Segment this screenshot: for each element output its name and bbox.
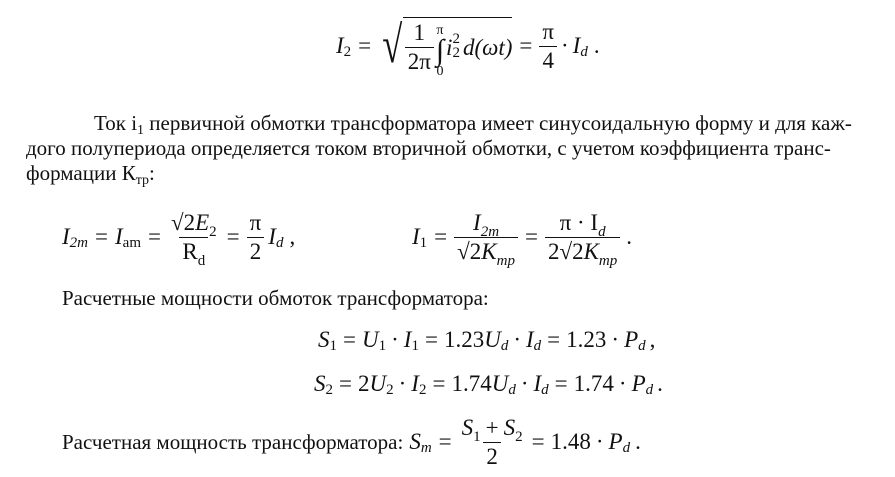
para3-text: Расчетная мощность трансформатора: bbox=[62, 429, 404, 454]
eq2-i2m-sub: 2m bbox=[69, 234, 89, 251]
eq4-id-sub: d bbox=[541, 381, 549, 398]
paragraph-transformer-power bbox=[62, 412, 641, 472]
eq2-fraction-pi-id-over-k bbox=[545, 209, 620, 269]
eq1-lhs-sub: 2 bbox=[343, 43, 352, 60]
eq1-rhs-sub: d bbox=[580, 43, 588, 60]
eq5-e1: = bbox=[438, 429, 452, 454]
eq1-int-upper: π bbox=[436, 22, 444, 38]
eq3-i: I bbox=[403, 327, 412, 352]
eq5-p: P bbox=[608, 429, 623, 454]
eq2-equals-c: = bbox=[226, 224, 240, 249]
eq4-u-sub: 2 bbox=[386, 381, 394, 398]
eq4-dot2: · bbox=[520, 371, 529, 396]
eq5-end: . bbox=[635, 429, 641, 454]
eq2-iam-sub: am bbox=[122, 234, 141, 251]
eq1-radicand bbox=[403, 17, 513, 79]
eq3-s-sub: 1 bbox=[329, 337, 337, 354]
eq1-f2-num: π bbox=[542, 18, 554, 44]
eq1-f2-den: 4 bbox=[539, 46, 557, 74]
eq4-e2: = bbox=[432, 371, 446, 396]
eq1-fraction-pi-over-4 bbox=[539, 19, 557, 74]
eq5-p-sub: d bbox=[622, 439, 631, 456]
eq4-ud-sub: d bbox=[508, 381, 516, 398]
eq1-f1-den: 2π bbox=[405, 47, 434, 75]
para1-line1-rest: первичной обмотки трансформатора имеет синусоидальную форму и для каж- bbox=[144, 111, 852, 135]
eq2-f-den: R bbox=[182, 238, 198, 264]
eq3-p-sub: d bbox=[638, 337, 646, 354]
equation-i2m bbox=[62, 204, 295, 270]
eq5-num-s1-sub: 1 bbox=[473, 428, 481, 445]
eq2-pi-num: π bbox=[249, 209, 262, 235]
eq3-dot2: · bbox=[513, 327, 521, 352]
eq2-g-num-sub: 2m bbox=[480, 223, 500, 240]
eq5-fraction-sum bbox=[459, 415, 526, 470]
eq3-coef: 1.23 bbox=[443, 327, 485, 352]
eq1-dot: · bbox=[561, 33, 569, 58]
eq4-i-sub: 2 bbox=[418, 381, 427, 398]
eq5-plus: + bbox=[485, 414, 499, 440]
eq1-differential: d(ωt) bbox=[462, 34, 513, 60]
eq1-integral bbox=[436, 24, 444, 80]
para1-line3-sub: тр bbox=[135, 173, 150, 188]
eq3-coef2: 1.23 bbox=[566, 327, 607, 352]
eq2-equals-a: = bbox=[95, 224, 108, 249]
eq4-e3: = bbox=[554, 371, 568, 396]
eq2-f-den-sub: d bbox=[197, 252, 206, 269]
eq2-h-num-sub: d bbox=[598, 223, 606, 240]
eq4-ud: U bbox=[491, 371, 509, 396]
para1-line3-end: : bbox=[149, 161, 155, 185]
para1-line1-sub: 1 bbox=[137, 123, 145, 138]
eq2-fraction-pi-over-2 bbox=[247, 210, 265, 265]
eq5-num-s1: S bbox=[461, 414, 474, 440]
eq2-pi-den: 2 bbox=[247, 237, 265, 265]
eq2-i1-sub: 1 bbox=[419, 234, 428, 251]
eq1-integrand-sub: 2 bbox=[452, 44, 460, 61]
eq3-ud-sub: d bbox=[500, 337, 509, 354]
eq4-p-sub: d bbox=[645, 381, 654, 398]
eq1-equals-2: = bbox=[519, 33, 533, 58]
eq2-h-den-k: K bbox=[583, 238, 599, 264]
eq1-int-sign: ∫ bbox=[435, 33, 445, 67]
eq4-dot3: · bbox=[618, 371, 627, 396]
para1-line1: Ток i bbox=[94, 111, 138, 135]
eq5-num-s2-sub: 2 bbox=[515, 428, 523, 445]
eq2-h-num: π · I bbox=[559, 209, 599, 235]
eq2-i2m-var: I bbox=[62, 224, 70, 249]
equation-sm bbox=[409, 415, 641, 470]
eq2-f-num-e-sub: 2 bbox=[209, 223, 217, 240]
eq3-u: U bbox=[361, 327, 379, 352]
eq3-id: I bbox=[525, 327, 534, 352]
eq2-g-den-k: K bbox=[481, 238, 497, 264]
equation-i2-rms bbox=[336, 6, 600, 86]
eq2-h-den-pre: 2√2 bbox=[547, 238, 584, 264]
eq2-id-var: I bbox=[268, 224, 276, 249]
eq2-id-sub: d bbox=[275, 234, 284, 251]
eq4-u: U bbox=[369, 371, 387, 396]
para1-line3: формации К bbox=[26, 161, 136, 185]
eq3-p: P bbox=[624, 327, 639, 352]
eq4-two: 2 bbox=[357, 371, 370, 396]
eq3-e2: = bbox=[424, 327, 438, 352]
eq4-coef: 1.74 bbox=[451, 371, 492, 396]
eq1-sqrt-sign: √ bbox=[382, 17, 403, 74]
eq2-f-num-sqrt: √2 bbox=[170, 209, 196, 235]
equation-i1 bbox=[412, 204, 632, 270]
paragraph-line-2: дого полупериода определяется током вторичной обмотки, с учетом коэффициента транс- bbox=[26, 136, 831, 160]
eq1-f1-num: 1 bbox=[413, 20, 426, 45]
eq2-equals-d: = bbox=[434, 224, 448, 249]
eq1-int-lower: 0 bbox=[436, 63, 444, 79]
paragraph-winding-powers: Расчетные мощности обмоток трансформатора: bbox=[62, 286, 489, 310]
eq3-e1: = bbox=[343, 327, 356, 352]
eq2-equals-b: = bbox=[148, 224, 161, 249]
paragraph-line-3 bbox=[26, 161, 155, 189]
eq1-equals: = bbox=[358, 33, 372, 58]
eq2-equals-e: = bbox=[524, 224, 538, 249]
eq4-id: I bbox=[533, 371, 542, 396]
eq4-end: . bbox=[657, 371, 663, 396]
eq2-h-den-k-sub: mp bbox=[598, 252, 618, 269]
eq4-s-sub: 2 bbox=[325, 381, 333, 398]
eq4-s: S bbox=[314, 371, 326, 396]
eq1-rhs-var: I bbox=[572, 33, 581, 58]
eq2-g-den-k-sub: mp bbox=[496, 252, 515, 269]
eq1-lhs-var: I bbox=[336, 33, 344, 58]
eq2-g-den-sqrt: √2 bbox=[457, 238, 482, 264]
eq4-dot1: · bbox=[398, 371, 407, 396]
eq4-i: I bbox=[411, 371, 419, 396]
eq3-end: , bbox=[649, 327, 656, 352]
eq3-i-sub: 1 bbox=[411, 337, 419, 354]
eq2-end: . bbox=[626, 224, 633, 249]
eq5-s: S bbox=[409, 429, 421, 454]
eq1-fraction-1-over-2pi bbox=[405, 20, 434, 75]
eq4-p: P bbox=[631, 371, 646, 396]
eq3-dot1: · bbox=[391, 327, 399, 352]
eq4-coef2: 1.74 bbox=[573, 371, 614, 396]
eq3-dot3: · bbox=[611, 327, 620, 352]
equation-s2 bbox=[314, 366, 663, 402]
eq1-end: . bbox=[593, 33, 600, 58]
eq5-coef: 1.48 bbox=[550, 429, 591, 454]
eq1-integrand-var: i bbox=[446, 34, 453, 60]
eq3-id-sub: d bbox=[533, 337, 542, 354]
eq1-integrand-sup: 2 bbox=[452, 30, 460, 47]
eq2-f-num-e: E bbox=[195, 209, 210, 235]
eq5-den: 2 bbox=[483, 442, 501, 470]
eq5-num-s2: S bbox=[503, 414, 516, 440]
eq2-comma: , bbox=[289, 224, 296, 249]
eq2-g-num-var: I bbox=[473, 209, 481, 235]
eq4-e1: = bbox=[339, 371, 352, 396]
eq3-ud: U bbox=[484, 327, 501, 352]
eq2-i1-var: I bbox=[412, 224, 420, 249]
eq2-fraction-i2m-over-k bbox=[454, 209, 518, 269]
eq2-iam-var: I bbox=[115, 224, 123, 249]
eq5-s-sub: m bbox=[420, 439, 432, 456]
eq2-fraction-e2-over-rd bbox=[168, 209, 220, 269]
equation-s1 bbox=[318, 322, 655, 358]
eq3-s: S bbox=[318, 327, 330, 352]
paragraph-primary-current bbox=[94, 111, 852, 139]
eq5-e2: = bbox=[531, 429, 545, 454]
eq3-e3: = bbox=[547, 327, 561, 352]
eq5-dot: · bbox=[595, 429, 604, 454]
eq3-u-sub: 1 bbox=[378, 337, 387, 354]
